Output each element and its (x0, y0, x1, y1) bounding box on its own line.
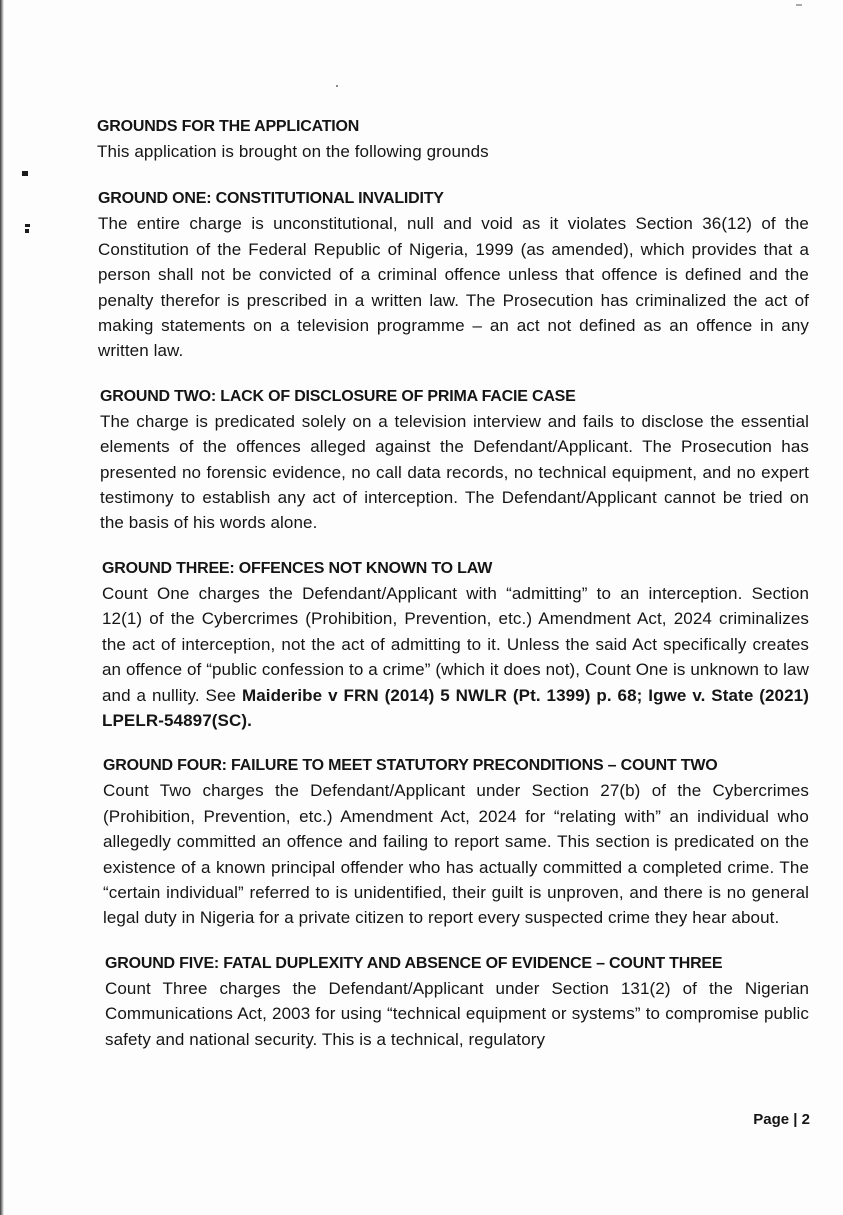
document-body (97, 114, 809, 1072)
paragraph-text: Count One charges the Defendant/Applicant with “admitting” to an interception. Section 12(1) of the Cybercrimes (Prohibition, Prevention, etc.) Amendment Act, 2024 criminalizes the act of interception, not the act of admitting to it. Unless the said Act specifically creates an offence of “public confession to a crime” (which it does not), Count One is unknown to law and a nullity. See (102, 583, 809, 705)
scan-edge-shadow (0, 0, 4, 1215)
ground-heading: GROUND ONE: CONSTITUTIONAL INVALIDITY (98, 190, 444, 208)
section-heading: GROUNDS FOR THE APPLICATION (97, 118, 360, 135)
ground-heading: GROUND FIVE: FATAL DUPLEXITY AND ABSENCE OF EVIDENCE – COUNT THREE (105, 954, 723, 972)
ground-heading: GROUND THREE: OFFENCES NOT KNOWN TO LAW (102, 559, 493, 577)
ground-four (103, 753, 809, 930)
scan-speck (336, 85, 338, 87)
scan-speck (796, 4, 802, 6)
ground-two (100, 384, 809, 536)
scan-speck (22, 171, 28, 176)
ground-five (105, 951, 809, 1052)
ground-paragraph: The entire charge is unconstitutional, null and void as it violates Section 36(12) of the Constitution of the Federal Republic of Nigeria, 1999 (as amended), which provides that a person shall not be convicted of a criminal offence unless that offence is defined and the penalty therefor is prescribed in a written law. The Prosecution has criminalized the act of making statements on a television programme – an act not defined as an offence in any written law. (98, 214, 809, 361)
ground-three (102, 556, 809, 733)
ground-paragraph: Count Two charges the Defendant/Applicant under Section 27(b) of the Cybercrimes (Prohibition, Prevention, etc.) Amendment Act, 2024 for “relating with” an individual who allegedly committed an offence and failing to report same. This section is predicated on the existence of a known principal offender who has actually committed a completed crime. The “certain individual” referred to is unidentified, their guilt is unproven, and there is no general legal duty in Nigeria for a private citizen to report every suspected crime they hear about. (103, 781, 809, 928)
page-number: Page | 2 (753, 1111, 810, 1128)
grounds-intro (97, 114, 809, 164)
ground-heading: GROUND FOUR: FAILURE TO MEET STATUTORY PRECONDITIONS – COUNT TWO (103, 757, 718, 775)
ground-paragraph: The charge is predicated solely on a television interview and fails to disclose the essential elements of the offences alleged against the Defendant/Applicant. The Prosecution has presented no forensic evidence, no call data records, no technical equipment, and no expert testimony to establish any act of interception. The Defendant/Applicant cannot be tried on the basis of his words alone. (100, 411, 809, 533)
scan-speck (25, 229, 29, 233)
ground-one (98, 186, 809, 363)
case-citation: Maideribe v FRN (2014) 5 NWLR (Pt. 1399) p. 68; Igwe v. State (2021) LPELR-54897(SC). (102, 685, 809, 730)
ground-heading: GROUND TWO: LACK OF DISCLOSURE OF PRIMA FACIE CASE (100, 387, 576, 405)
ground-paragraph: Count Three charges the Defendant/Applicant under Section 131(2) of the Nigerian Communications Act, 2003 for using “technical equipment or systems” to compromise public safety and national security. This is a technical, regulatory (105, 978, 809, 1049)
ground-paragraph (102, 581, 809, 733)
scan-speck (25, 224, 30, 227)
intro-text: This application is brought on the following grounds (97, 142, 489, 161)
